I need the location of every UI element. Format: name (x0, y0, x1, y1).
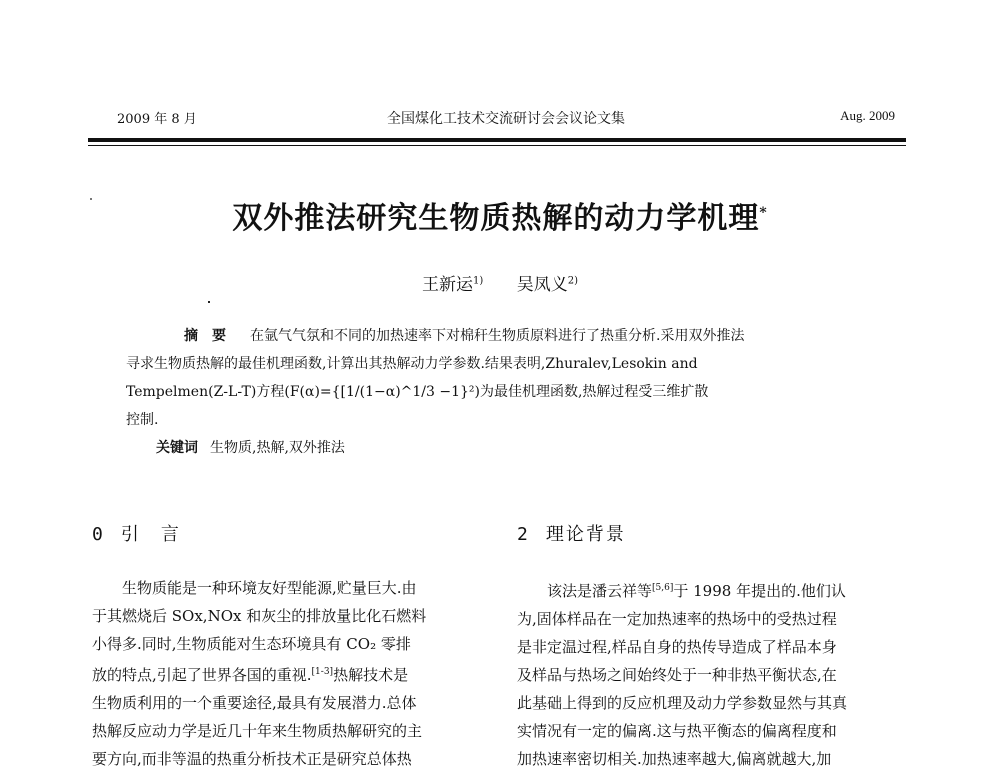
keywords (156, 437, 345, 457)
text-line: 于其燃烧后 SOx,NOx 和灰尘的排放量比化石燃料 (92, 607, 427, 625)
author-list (0, 270, 1000, 295)
header-journal: 全国煤化工技术交流研讨会会议论文集 (387, 111, 625, 127)
abstract-label: 摘要 (184, 328, 240, 344)
text-line: 及样品与热场之间始终处于一种非热平衡状态,在 (517, 666, 837, 684)
scan-speck (208, 301, 210, 303)
text-line: 要方向,而非等温的热重分析技术正是研究总体热 (92, 750, 412, 768)
running-header (117, 108, 895, 132)
text-line: 是非定温过程,样品自身的热传导造成了样品本身 (517, 638, 837, 656)
citation: [5,6] (652, 583, 674, 593)
abstract-line: Tempelmen(Z-L-T)方程(F(α)={[1/(1−α)^1/3 −1}²)为最佳机理函数,热解过程受三维扩散 (126, 384, 709, 400)
text-line: 加热速率密切相关.加热速率越大,偏离就越大,加 (517, 750, 832, 768)
keywords-label: 关键词 (156, 440, 198, 456)
header-date: 2009 年 8 月 (117, 112, 197, 127)
text-line: 该法是潘云祥等[5,6]于 1998 年提出的.他们认 (547, 582, 846, 600)
abstract-line: 控制. (126, 412, 159, 428)
header-date-en: Aug. 2009 (840, 108, 895, 123)
author-1: 王新运$^{1)}$ (422, 275, 484, 295)
header-rule-thick (88, 138, 906, 142)
author-2: 吴凤义$^{2)}$ (516, 275, 578, 295)
text-line: 此基础上得到的反应机理及动力学参数显然与其真 (517, 694, 848, 712)
title-footnote-mark: * (759, 205, 768, 221)
citation: [1-3] (311, 667, 334, 677)
text-line: 生物质能是一种环境友好型能源,贮量巨大.由 (122, 579, 417, 597)
paper-title (0, 193, 1000, 237)
text-line: 小得多.同时,生物质能对生态环境具有 CO₂ 零排 (92, 635, 411, 653)
abstract-line: 寻求生物质热解的最佳机理函数,计算出其热解动力学参数.结果表明,Zhuralev,Lesokin and (126, 356, 698, 372)
text-line: 热解反应动力学是近几十年来生物质热解研究的主 (92, 722, 423, 740)
text-line: 生物质利用的一个重要途径,最具有发展潜力.总体 (92, 694, 417, 712)
text-line: 为,固体样品在一定加热速率的热场中的受热过程 (517, 610, 837, 628)
abstract (126, 322, 874, 434)
keywords-text: 生物质,热解,双外推法 (210, 440, 345, 456)
section-heading-theory: 2 理论背景 (517, 524, 626, 545)
section-heading-intro: 0 引 言 (92, 524, 181, 545)
text-line: 放的特点,引起了世界各国的重视.[1-3]热解技术是 (92, 666, 409, 684)
paper-title-text: 双外推法研究生物质热解的动力学机理 (232, 201, 760, 236)
header-rule-thin (88, 145, 906, 146)
abstract-line: 摘要 在氩气气氛和不同的加热速率下对棉秆生物质原料进行了热重分析.采用双外推法 (126, 322, 874, 350)
text-line: 实情况有一定的偏离.这与热平衡态的偏离程度和 (517, 722, 837, 740)
right-column (517, 574, 897, 773)
left-column (92, 574, 472, 773)
